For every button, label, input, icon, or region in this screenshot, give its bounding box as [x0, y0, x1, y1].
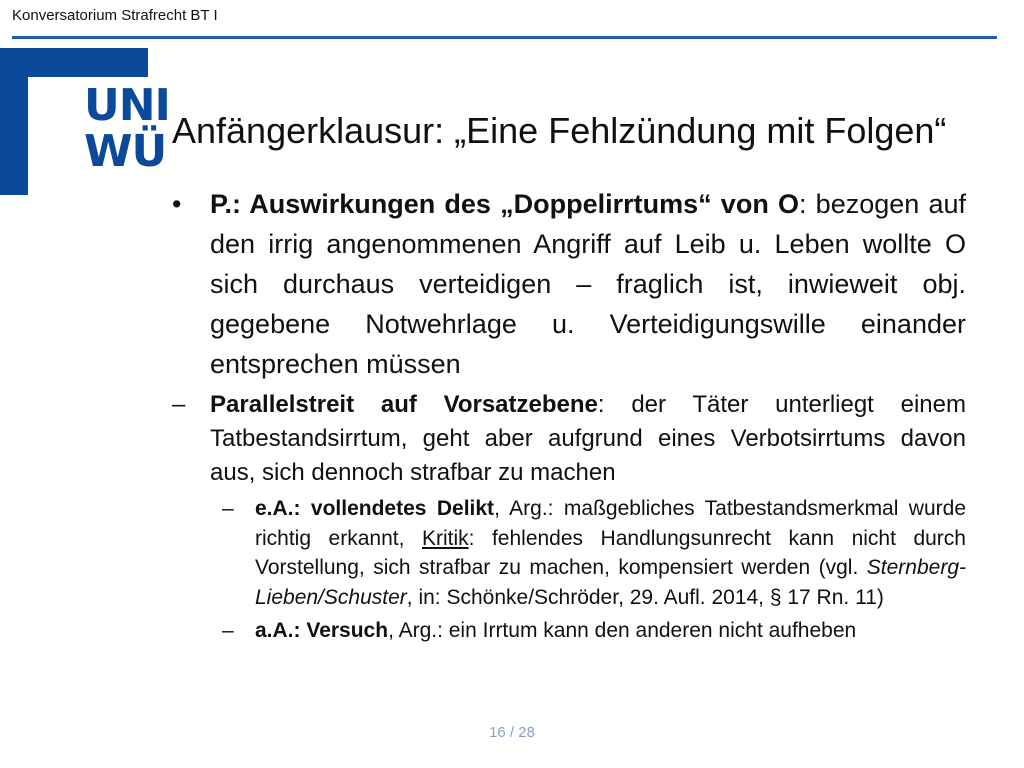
subsubitem-ea: [172, 494, 966, 612]
bullet-text: : bezogen auf den irrig angenommenen Angriff auf Leib u. Leben wollte O sich durchaus verteidigen – fraglich ist, inwieweit obj. gegebene Notwehrlage u. Verteidigungswille einander entsprechen müssen: [210, 189, 966, 379]
kritik-label: Kritik: [421, 526, 469, 550]
subsubitem-heading: e.A.: vollendetes Delikt: [255, 497, 495, 520]
bullet-marker: •: [172, 189, 182, 219]
citation-authors: Sternberg-Lieben/Schuster: [255, 556, 966, 609]
subsubitem-aa: [172, 616, 966, 646]
slide-title: Anfängerklausur: „Eine Fehlzündung mit Folgen“: [172, 110, 947, 151]
course-header: Konversatorium Strafrecht BT I: [12, 7, 218, 24]
bullet-doppelirrtum: [172, 184, 966, 384]
logo-line-1: UNI: [84, 80, 170, 131]
subsubitem-text: , Arg.: ein Irrtum kann den anderen nicht aufheben: [388, 619, 857, 642]
dash-marker: –: [172, 391, 186, 418]
uniwue-logo: [0, 48, 170, 195]
subsubitem-text-2: : fehlendes Handlungsunrecht kann nicht durch Vorstellung, sich strafbar zu machen, kompensiert werden (vgl.: [255, 526, 966, 579]
bullet-heading: P.: Auswirkungen des „Doppelirrtums“ von O: [210, 189, 799, 219]
slide-content: [172, 184, 966, 646]
dash-marker: –: [222, 497, 234, 520]
subsubitem-heading: a.A.: Versuch: [255, 619, 389, 642]
logo-wordmark: [84, 80, 174, 177]
subitem-parallelstreit: [172, 388, 966, 490]
dash-marker: –: [222, 619, 234, 642]
page-number: 16 / 28: [489, 724, 535, 741]
subsubitem-text-1: , Arg.: maßgebliches Tatbestandsmerkmal wurde richtig erkannt,: [255, 497, 967, 550]
header-divider: [12, 36, 997, 39]
logo-line-2: WÜ: [84, 126, 167, 177]
subitem-text: : der Täter unterliegt einem Tatbestandsirrtum, geht aber aufgrund eines Verbotsirrtums davon aus, sich dennoch strafbar zu machen: [210, 391, 966, 486]
subsubitem-text-3: , in: Schönke/Schröder, 29. Aufl. 2014, § 17 Rn. 11): [406, 585, 884, 609]
subitem-heading: Parallelstreit auf Vorsatzebene: [210, 391, 598, 418]
